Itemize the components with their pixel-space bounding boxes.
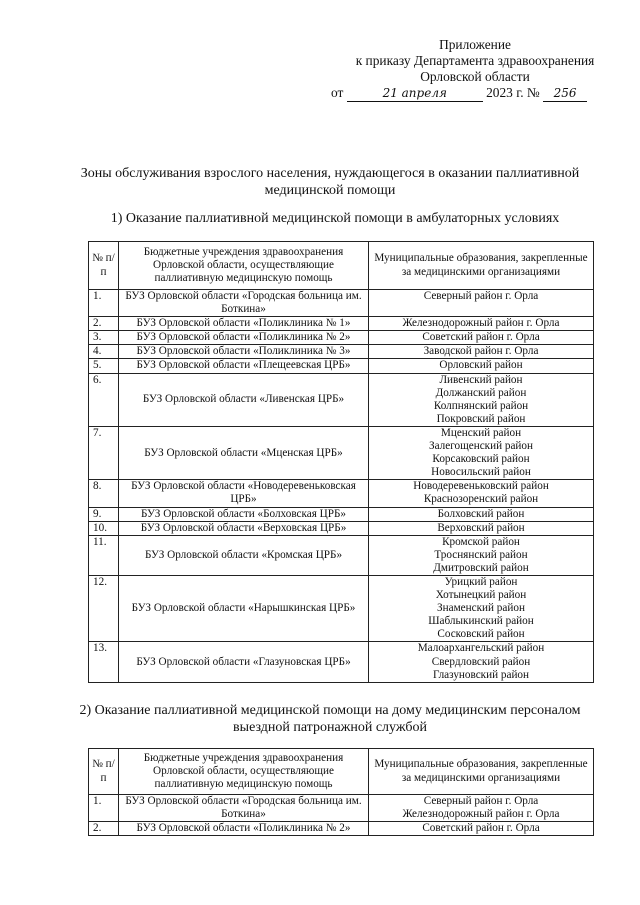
year-label: 2023 г. № (486, 85, 540, 100)
handwritten-date: 21 апреля (347, 85, 483, 102)
table-row (89, 822, 594, 836)
table-row (89, 373, 594, 426)
row-number: 3. (89, 331, 119, 345)
institution-name: БУЗ Орловской области «Городская больница им. Боткина» (119, 290, 369, 317)
row-number: 6. (89, 373, 119, 426)
row-number: 8. (89, 480, 119, 507)
order-date-line (331, 85, 621, 102)
section-1-heading: 1) Оказание паллиативной медицинской помощи в амбулаторных условиях (110, 211, 560, 226)
municipal-district: Кромской район (442, 535, 520, 548)
municipal-districts (369, 331, 594, 345)
row-number: 11. (89, 535, 119, 575)
municipal-district: Глазуновский район (432, 668, 530, 681)
municipal-districts (369, 480, 594, 507)
municipal-districts (369, 317, 594, 331)
region-name: Орловской области (420, 69, 530, 84)
row-number: 5. (89, 359, 119, 373)
municipal-districts (369, 795, 594, 822)
municipal-district: Хотынецкий район (435, 589, 527, 602)
municipal-district: Северный район г. Орла (423, 290, 539, 302)
municipal-district: Северный район г. Орла (423, 795, 539, 807)
row-number: 7. (89, 426, 119, 479)
handwritten-number: 256 (543, 85, 587, 102)
municipal-district: Корсаковский район (432, 453, 530, 466)
row-number: 2. (89, 822, 119, 836)
municipal-district: Новосильский район (431, 466, 531, 479)
row-number: 12. (89, 575, 119, 641)
document-title: Зоны обслуживания взрослого населения, нуждающегося в оказании паллиативной медицинской помощи (80, 166, 580, 198)
row-number: 9. (89, 507, 119, 521)
institution-name: БУЗ Орловской области «Кромская ЦРБ» (119, 535, 369, 575)
ambulatory-zones-table (88, 241, 594, 683)
municipal-district: Мценский район (440, 426, 522, 439)
municipal-districts (369, 575, 594, 641)
municipal-district: Советский район г. Орла (422, 822, 540, 835)
column-header-no: № п/п (89, 242, 119, 290)
institution-name: БУЗ Орловской области «Поликлиника № 2» (119, 331, 369, 345)
municipal-districts (369, 345, 594, 359)
table-row (89, 521, 594, 535)
table-row (89, 426, 594, 479)
institution-name: БУЗ Орловской области «Поликлиника № 2» (119, 822, 369, 836)
municipal-district: Краснозоренский район (423, 493, 539, 506)
municipal-district: Ливенский район (439, 373, 523, 386)
municipal-districts (369, 359, 594, 373)
municipal-districts (369, 373, 594, 426)
municipal-districts (369, 521, 594, 535)
municipal-district: Троснянский район (434, 548, 528, 561)
column-header-municipal: Муниципальные образования, закрепленные за медицинскими организациями (369, 749, 594, 795)
table-row (89, 317, 594, 331)
municipal-districts (369, 822, 594, 836)
row-number: 4. (89, 345, 119, 359)
table-row (89, 345, 594, 359)
row-number: 1. (89, 290, 119, 317)
column-header-no: № п/п (89, 749, 119, 795)
municipal-district: Колпнянский район (433, 399, 529, 412)
column-header-institution: Бюджетные учреждения здравоохранения Орловской области, осуществляющие паллиативную медицинскую помощь (119, 749, 369, 795)
table-row (89, 642, 594, 682)
column-header-institution: Бюджетные учреждения здравоохранения Орловской области, осуществляющие паллиативную медицинскую помощь (119, 242, 369, 290)
municipal-district: Заводской район г. Орла (423, 345, 539, 358)
municipal-district: Должанский район (435, 386, 527, 399)
institution-name: БУЗ Орловской области «Ливенская ЦРБ» (119, 373, 369, 426)
table-row (89, 575, 594, 641)
home-care-zones-table (88, 748, 594, 836)
municipal-district: Орловский район (439, 359, 523, 372)
table-row (89, 507, 594, 521)
municipal-district: Советский район г. Орла (422, 331, 540, 344)
municipal-district: Железнодорожный район г. Орла (402, 317, 560, 330)
institution-name: БУЗ Орловской области «Поликлиника № 1» (119, 317, 369, 331)
institution-name: БУЗ Орловской области «Новодеревеньковская ЦРБ» (119, 480, 369, 507)
table-row (89, 535, 594, 575)
municipal-district: Малоархангельский район (417, 642, 545, 655)
row-number: 2. (89, 317, 119, 331)
table-row (89, 795, 594, 822)
appendix-label: Приложение (439, 37, 511, 52)
institution-name: БУЗ Орловской области «Городская больница им. Боткина» (119, 795, 369, 822)
section-2-heading: 2) Оказание паллиативной медицинской помощи на дому медицинским персоналом выездной патронажной службой (79, 703, 581, 735)
municipal-districts (369, 426, 594, 479)
municipal-districts (369, 290, 594, 317)
municipal-district: Верховский район (437, 521, 525, 534)
row-number: 10. (89, 521, 119, 535)
table-header-row (89, 749, 594, 795)
table-header-row (89, 242, 594, 290)
institution-name: БУЗ Орловской области «Мценская ЦРБ» (119, 426, 369, 479)
from-label: от (331, 85, 344, 100)
municipal-district: Железнодорожный район г. Орла (402, 808, 560, 821)
institution-name: БУЗ Орловской области «Плещеевская ЦРБ» (119, 359, 369, 373)
municipal-districts (369, 642, 594, 682)
municipal-district: Знаменский район (437, 602, 525, 615)
municipal-districts (369, 507, 594, 521)
row-number: 13. (89, 642, 119, 682)
municipal-district: Сосковский район (437, 628, 525, 641)
institution-name: БУЗ Орловской области «Болховская ЦРБ» (119, 507, 369, 521)
column-header-municipal: Муниципальные образования, закрепленные за медицинскими организациями (369, 242, 594, 290)
municipal-district: Свердловский район (431, 655, 531, 668)
order-reference: к приказу Департамента здравоохранения (355, 53, 595, 68)
appendix-header (330, 37, 620, 85)
municipal-district: Урицкий район (444, 575, 518, 588)
municipal-district: Залегощенский район (429, 440, 533, 453)
table-row (89, 359, 594, 373)
institution-name: БУЗ Орловской области «Поликлиника № 3» (119, 345, 369, 359)
municipal-district: Дмитровский район (433, 561, 529, 574)
table-row (89, 331, 594, 345)
table-row (89, 480, 594, 507)
municipal-district: Болховский район (437, 507, 525, 520)
municipal-district: Новодеревеньковский район (413, 480, 549, 493)
table-row (89, 290, 594, 317)
row-number: 1. (89, 795, 119, 822)
institution-name: БУЗ Орловской области «Глазуновская ЦРБ» (119, 642, 369, 682)
municipal-district: Покровский район (436, 412, 526, 425)
municipal-districts (369, 535, 594, 575)
institution-name: БУЗ Орловской области «Верховская ЦРБ» (119, 521, 369, 535)
municipal-district: Шаблыкинский район (428, 615, 534, 628)
institution-name: БУЗ Орловской области «Нарышкинская ЦРБ» (119, 575, 369, 641)
